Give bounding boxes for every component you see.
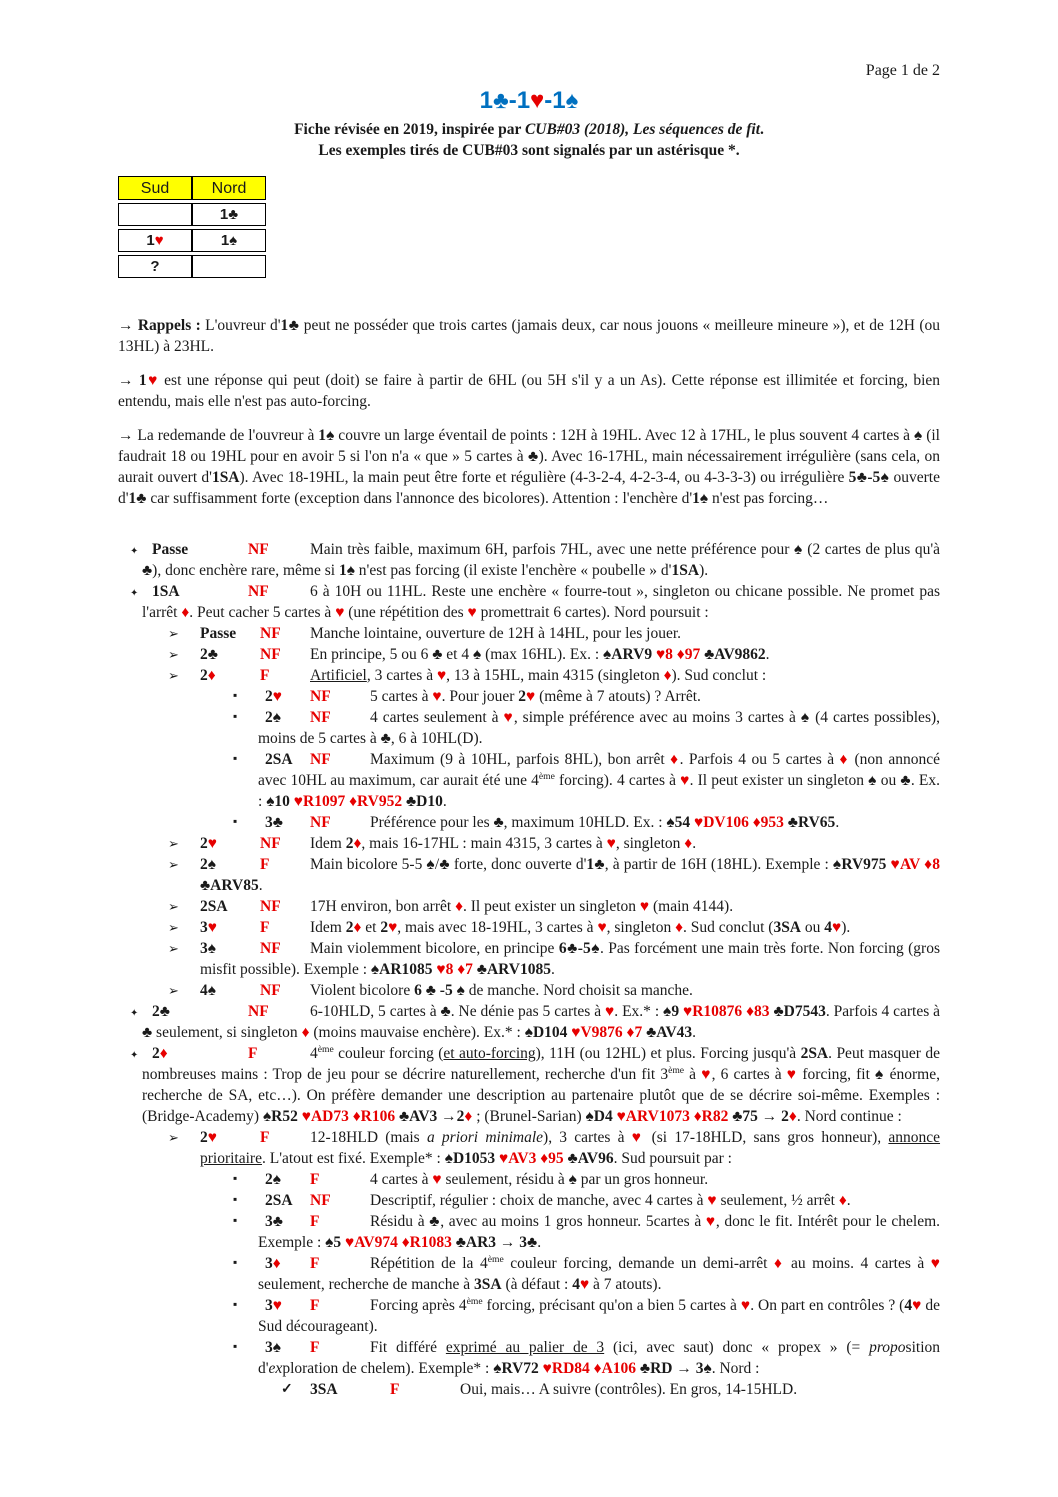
bid-label: 2SA: [265, 1192, 293, 1209]
forcing-status: F: [260, 667, 270, 684]
bullet-arrow-icon: ➢: [168, 626, 179, 641]
list-item: [118, 1211, 940, 1253]
bullet-diamond-icon: ✦: [130, 1008, 139, 1019]
bid-label: 3♠: [265, 1339, 281, 1356]
list-item: [118, 665, 940, 686]
bullet-square-icon: ▪: [233, 1213, 238, 1227]
bullet-square-icon: ▪: [233, 709, 238, 723]
list-item: [118, 1043, 940, 1127]
forcing-status: NF: [310, 751, 331, 768]
bullet-arrow-icon: ➢: [168, 647, 179, 662]
bid-label: 2SA: [265, 751, 293, 768]
list-item: [118, 1001, 940, 1043]
forcing-status: NF: [248, 541, 269, 558]
list-item: [118, 917, 940, 938]
bullet-diamond-icon: ✦: [130, 546, 139, 557]
list-item: [118, 749, 940, 812]
bidding-table-row: [118, 229, 266, 252]
bid-description: Préférence pour les ♣, maximum 10HLD. Ex. : ♠54 ♥DV106 ♦953 ♣RV65.: [370, 814, 840, 831]
bid-label: 3♥: [265, 1297, 282, 1314]
bullet-square-icon: ▪: [233, 688, 238, 702]
bullet-square-icon: ▪: [233, 751, 238, 765]
list-item: [118, 812, 940, 833]
bullet-arrow-icon: ➢: [168, 920, 179, 935]
bid-description: Maximum (9 à 10HL, parfois 8HL), bon arrêt ♦. Parfois 4 ou 5 cartes à ♦ (non annoncé avec 10HL au maximum, car aurait été une 4ème forcing). 4 cartes à ♥. Il peut exister un singleton ♠ ou ♣. Ex. : ♠10 ♥R1097 ♦RV952 ♣D10.: [258, 751, 940, 810]
subtitle-line-2: Les exemples tirés de CUB#03 sont signalés par un astérisque *.: [318, 142, 740, 159]
list-item: [118, 707, 940, 749]
intro-paragraph: → Rappels : L'ouvreur d'1♣ peut ne posséder que trois cartes (jamais deux, car nous jouons « meilleure mineure »), et de 12H (ou 13HL) à 23HL.: [118, 317, 940, 355]
bid-list: [118, 539, 940, 1400]
bid-label: 4♠: [200, 982, 216, 999]
bid-label: 3SA: [310, 1381, 338, 1398]
bid-label: 3♠: [200, 940, 216, 957]
bullet-arrow-icon: ➢: [168, 983, 179, 998]
list-item: [118, 623, 940, 644]
forcing-status: F: [260, 919, 270, 936]
bullet-arrow-icon: ➢: [168, 941, 179, 956]
bid-label: 2♠: [265, 1171, 281, 1188]
bid-description: Descriptif, régulier : choix de manche, avec 4 cartes à ♥ seulement, ½ arrêt ♦.: [370, 1192, 851, 1209]
bid-description: 17H environ, bon arrêt ♦. Il peut exister un singleton ♥ (main 4144).: [310, 898, 734, 915]
bid-label: 2♥: [265, 688, 282, 705]
list-item: [118, 938, 940, 980]
bid-label: 1SA: [152, 583, 180, 600]
bullet-arrow-icon: ➢: [168, 1130, 179, 1145]
bid-label: 2♣: [200, 646, 218, 663]
bid-description: Manche lointaine, ouverture de 12H à 14HL, pour les jouer.: [310, 625, 682, 642]
list-item: [118, 833, 940, 854]
subtitle-line-1: Fiche révisée en 2019, inspirée par CUB#03 (2018), Les séquences de fit.: [294, 121, 764, 138]
bidding-sequence-table: [118, 173, 266, 281]
forcing-status: F: [310, 1171, 320, 1188]
bullet-arrow-icon: ➢: [168, 836, 179, 851]
bullet-square-icon: ▪: [233, 1255, 238, 1269]
bullet-check-icon: ✓: [281, 1382, 293, 1397]
bid-label: 2♥: [200, 1129, 217, 1146]
bid-label: 3♦: [265, 1255, 281, 1272]
bullet-square-icon: ▪: [233, 1339, 238, 1353]
forcing-status: NF: [260, 982, 281, 999]
page-number: Page 1 de 2: [865, 62, 940, 79]
forcing-status: F: [248, 1045, 258, 1062]
bidding-table-row: [118, 203, 266, 226]
bid-label: 2♣: [152, 1003, 170, 1020]
forcing-status: F: [310, 1339, 320, 1356]
bid-cell: ?: [118, 255, 192, 278]
bid-description: 6-10HLD, 5 cartes à ♣. Ne dénie pas 5 cartes à ♥. Ex.* : ♠9 ♥R10876 ♦83 ♣D7543. Parfois 4 cartes à ♣ seulement, si singleton ♦ (moins mauvaise enchère). Ex.* : ♠D104 ♥V9876 ♦7 ♣AV43.: [142, 1003, 941, 1041]
bid-description: Résidu à ♣, avec au moins 1 gros honneur. 5cartes à ♥, donc le fit. Intérêt pour le chelem. Exemple : ♠5 ♥AV974 ♦R1083 ♣AR3 → 3♣.: [258, 1213, 941, 1251]
bid-label: 2♦: [152, 1045, 168, 1062]
forcing-status: NF: [310, 709, 331, 726]
forcing-status: F: [310, 1297, 320, 1314]
bid-description: Idem 2♦ et 2♥, mais avec 18-19HL, 3 cartes à ♥, singleton ♦. Sud conclut (3SA ou 4♥).: [310, 919, 851, 936]
bid-description: 12-18HLD (mais a priori minimale), 3 cartes à ♥ (si 17-18HLD, sans gros honneur), annonce prioritaire. L'atout est fixé. Exemple* : ♠D1053 ♥AV3 ♦95 ♣AV96. Sud poursuit par :: [200, 1129, 941, 1167]
list-item: [118, 686, 940, 707]
bid-description: Main violemment bicolore, en principe 6♣-5♠. Pas forcément une main très forte. Non forcing (gros misfit possible). Exemple : ♠AR1085 ♥8 ♦7 ♣ARV1085.: [200, 940, 940, 978]
bid-description: Forcing après 4ème forcing, précisant qu'on a bien 5 cartes à ♥. On part en contrôles ? (4♥ de Sud décourageant).: [258, 1295, 941, 1335]
bidding-table-body: [118, 203, 266, 278]
bid-label: 2SA: [200, 898, 228, 915]
bullet-square-icon: ▪: [233, 814, 238, 828]
table-header-cell: Sud: [118, 176, 192, 200]
bid-label: Passe: [200, 625, 237, 642]
forcing-status: NF: [310, 1192, 331, 1209]
forcing-status: NF: [260, 835, 281, 852]
bid-description: 4 cartes seulement à ♥, simple préférence avec au moins 3 cartes à ♠ (4 cartes possibles), moins de 5 cartes à ♣, 6 à 10HL(D).: [258, 709, 941, 747]
bullet-diamond-icon: ✦: [130, 1050, 139, 1061]
bid-label: 3♣: [265, 814, 283, 831]
list-item: [118, 1127, 940, 1169]
bid-description: Oui, mais… A suivre (contrôles). En gros, 14-15HLD.: [460, 1381, 798, 1398]
forcing-status: NF: [260, 898, 281, 915]
bid-description: 6 à 10H ou 11HL. Reste une enchère « fourre-tout », singleton ou chicane possible. Ne promet pas l'arrêt ♦. Peut cacher 5 cartes à ♥ (une répétition des ♥ promettrait 6 cartes). Nord poursuit :: [142, 583, 940, 621]
bullet-arrow-icon: ➢: [168, 857, 179, 872]
bullet-arrow-icon: ➢: [168, 899, 179, 914]
bid-description: Artificiel, 3 cartes à ♥, 13 à 15HL, main 4315 (singleton ♦). Sud conclut :: [310, 667, 767, 684]
bid-cell: [118, 203, 192, 226]
bid-description: 4 cartes à ♥ seulement, résidu à ♠ par un gros honneur.: [370, 1171, 709, 1188]
bid-description: Idem 2♦, mais 16-17HL : main 4315, 3 cartes à ♥, singleton ♦.: [310, 835, 697, 852]
forcing-status: F: [310, 1255, 320, 1272]
forcing-status: NF: [248, 1003, 269, 1020]
bid-description: Répétition de la 4ème couleur forcing, demande un demi-arrêt ♦ au moins. 4 cartes à ♥ seulement, recherche de manche à 3SA (à défaut : 4♥ à 7 atouts).: [258, 1253, 940, 1293]
bullet-arrow-icon: ➢: [168, 668, 179, 683]
forcing-status: NF: [260, 646, 281, 663]
bid-label: 2♥: [200, 835, 217, 852]
list-item: [118, 644, 940, 665]
list-item: [118, 1379, 940, 1400]
bid-label: 3♣: [265, 1213, 283, 1230]
forcing-status: NF: [310, 814, 331, 831]
bid-label: Passe: [152, 541, 189, 558]
bullet-square-icon: ▪: [233, 1171, 238, 1185]
bid-cell: [192, 255, 266, 278]
bid-description: 4ème couleur forcing (et auto-forcing), 11H (ou 12HL) et plus. Forcing jusqu'à 2SA. Peut masquer de nombreuses mains : Trop de jeu pour se décrire naturellement, recherche d'un fit 3ème à ♥, 6 cartes à ♥ forcing, fit ♠ énorme, recherche de SA, etc…). On préfère demander une description au partenaire plutôt que de se décrire soi-même. Exemples : (Bridge-Academy) ♠R52 ♥AD73 ♦R106 ♣AV3 →2♦ ; (Brunel-Sarian) ♠D4 ♥ARV1073 ♦R82 ♣75 → 2♦. Nord continue :: [142, 1043, 940, 1125]
bid-description: En principe, 5 ou 6 ♣ et 4 ♠ (max 16HL). Ex. : ♠ARV9 ♥8 ♦97 ♣AV9862.: [310, 646, 770, 663]
list-item: [118, 1190, 940, 1211]
bid-label: 2♦: [200, 667, 216, 684]
forcing-status: F: [390, 1381, 400, 1398]
list-item: [118, 1337, 940, 1379]
list-item: [118, 854, 940, 896]
forcing-status: NF: [248, 583, 269, 600]
forcing-status: NF: [310, 688, 331, 705]
table-header-row: [118, 176, 266, 200]
bullet-square-icon: ▪: [233, 1297, 238, 1311]
bid-description: 5 cartes à ♥. Pour jouer 2♥ (même à 7 atouts) ? Arrêt.: [370, 688, 701, 705]
page-title: 1♣-1♥-1♠: [479, 87, 579, 114]
bid-label: 2♠: [200, 856, 216, 873]
intro-paragraphs: [118, 315, 940, 509]
intro-paragraph: → 1♥ est une réponse qui peut (doit) se faire à partir de 6HL (ou 5H s'il y a un As). Cette réponse est illimitée et forcing, bien entendu, mais elle n'est pas auto-forcing.: [118, 372, 941, 410]
bid-cell: 1♠: [192, 229, 266, 252]
forcing-status: NF: [260, 625, 281, 642]
forcing-status: F: [260, 1129, 270, 1146]
bid-cell: 1♣: [192, 203, 266, 226]
bullet-square-icon: ▪: [233, 1192, 238, 1206]
list-item: [118, 1295, 940, 1337]
forcing-status: F: [310, 1213, 320, 1230]
bid-label: 2♠: [265, 709, 281, 726]
list-item: [118, 980, 940, 1001]
forcing-status: F: [260, 856, 270, 873]
list-item: [118, 581, 940, 623]
bid-description: Main bicolore 5-5 ♠/♣ forte, donc ouverte d'1♣, à partir de 16H (18HL). Exemple : ♠RV975 ♥AV ♦8 ♣ARV85.: [200, 856, 941, 894]
list-item: [118, 1169, 940, 1190]
bid-label: 3♥: [200, 919, 217, 936]
forcing-status: NF: [260, 940, 281, 957]
table-header-cell: Nord: [192, 176, 266, 200]
list-item: [118, 539, 940, 581]
bullet-diamond-icon: ✦: [130, 588, 139, 599]
bid-cell: 1♥: [118, 229, 192, 252]
bid-description: Main très faible, maximum 6H, parfois 7HL, avec une nette préférence pour ♠ (2 cartes de plus qu'à ♣), donc enchère rare, même si 1♠ n'est pas forcing (il existe l'enchère « poubelle » d'1SA).: [142, 541, 940, 579]
bidding-table-row: [118, 255, 266, 278]
list-item: [118, 896, 940, 917]
list-item: [118, 1253, 940, 1295]
bid-description: Violent bicolore 6 ♣ -5 ♠ de manche. Nord choisit sa manche.: [310, 982, 693, 999]
intro-paragraph: → La redemande de l'ouvreur à 1♠ couvre un large éventail de points : 12H à 19HL. Avec 12 à 17HL, le plus souvent 4 cartes à ♠ (il faudrait 18 ou 19HL pour en avoir 5 si l'on n'a « que » 5 cartes à ♣). Avec 16-17HL, main nécessairement irrégulière (sans cela, on aurait ouvert d'1SA). Avec 18-19HL, la main peut être forte et régulière (4-3-2-4, 4-2-3-4, ou 4-3-3-3) ou irrégulière 5♣-5♠ ouverte d'1♣ car suffisamment forte (exception dans l'annonce des bicolores). Attention : l'enchère d'1♠ n'est pas forcing…: [118, 427, 940, 507]
bid-description: Fit différé exprimé au palier de 3 (ici, avec saut) donc « propex » (= proposition d'exploration de chelem). Exemple* : ♠RV72 ♥RD84 ♦A106 ♣RD → 3♠. Nord :: [258, 1339, 940, 1377]
